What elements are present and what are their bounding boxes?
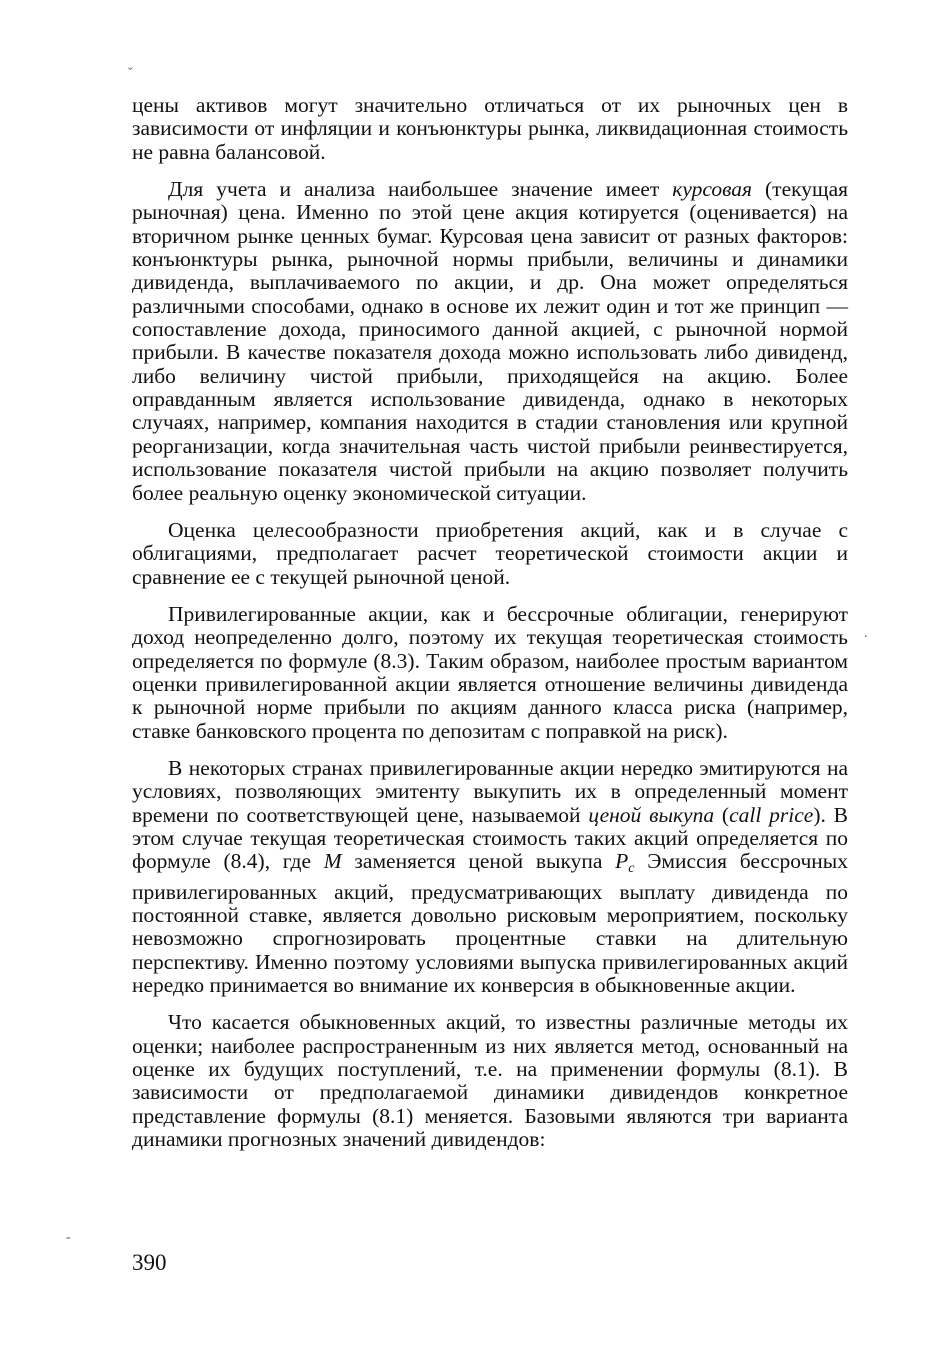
emphasis-text: call price [729, 802, 814, 827]
paragraph-text: Что касается обыкновенных акций, то известны различные методы их оценки; наиболее распространенным из них является метод, основанный на оценке их будущих поступлений, т.е. на применении формулы (8.1). В зависимости от предполагаемой динамики дивидендов конкретное представление формулы (8.1) меняется. Базовыми являются три варианта динамики прогнозных значений дивидендов: [132, 1010, 848, 1152]
emphasis-text: M [323, 849, 342, 874]
paragraph-text: заменяется ценой выкупа [341, 849, 616, 874]
scan-mark: - [66, 1230, 71, 1245]
scan-mark: ˇ [128, 66, 133, 81]
paragraph [132, 757, 848, 997]
scan-mark: . [864, 626, 868, 641]
emphasis-text: ценой выкупа [588, 802, 715, 827]
emphasis-text: курсовая [672, 177, 753, 202]
paragraph-text: Привилегированные акции, как и бессрочные облигации, генерируют доход неопределенно долго, поэтому их текущая теоретическая стоимость определяется по формуле (8.3). Таким образом, наиболее простым вариантом оценки привилегированной акции является отношение величины дивиденда к рыночной норме прибыли по акциям данного класса риска (например, ставке банковского процента по депозитам с поправкой на риск). [132, 601, 848, 743]
paragraph-text: В некоторых странах привилегированные акции нередко эмитируются на условиях, позволяющих эмитенту выкупить их в определенный момент времени по соответствующей цене, называемой [132, 755, 848, 827]
emphasis-text: P [615, 849, 629, 874]
paragraph-text: (текущая рыночная) цена. Именно по этой цене акция котируется (оценивается) на вторичном рынке ценных бумаг. Курсовая цена зависит от разных факторов: конъюнктуры рынка, рыночной нормы прибыли, величины и динамики дивиденда, выплачиваемого по акции, и др. Она может определяться различными способами, однако в основе их лежит один и тот же принцип — сопоставление дохода, приносимого данной акцией, с рыночной нормой прибыли. В качестве показателя дохода можно использовать либо дивиденд, либо величину чистой прибыли, приходящейся на акцию. Более оправданным является использование дивиденда, однако в некоторых случаях, например, компания находится в стадии становления или крупной реорганизации, когда значительная часть чистой прибыли реинвестируется, использование показателя чистой прибыли на акцию позволяет получить более реальную оценку экономической ситуации. [132, 177, 848, 505]
paragraph-text: ( [714, 802, 730, 827]
paragraph-text: Для учета и анализа наибольшее значение имеет [168, 177, 673, 202]
paragraph-text: Эмиссия бессрочных привилегированных акций, предусматривающих выплату дивиденда по постоянной ставке, является довольно рисковым мероприятием, поскольку невозможно спрогнозировать процентные ставки на длительную перспективу. Именно поэтому условиями выпуска привилегированных акций нередко принимается во внимание их конверсия в обыкновенные акции. [132, 849, 849, 998]
paragraph-text: ). В этом случае текущая теоретическая стоимость таких акций определяется по формуле (8.4), где [132, 802, 848, 874]
body-text [132, 94, 848, 1151]
paragraph [132, 178, 848, 505]
paragraph-text: цены активов могут значительно отличаться от их рыночных цен в зависимости от инфляции и конъюнктуры рынка, ликвидационная стоимость не равна балансовой. [132, 93, 848, 164]
paragraph [132, 519, 848, 589]
paragraph [132, 1011, 848, 1151]
emphasis-text: c [628, 861, 635, 877]
paragraph [132, 603, 848, 743]
page-number: 390 [132, 1250, 167, 1275]
paragraph [132, 94, 848, 164]
paragraph-text: Оценка целесообразности приобретения акций, как и в случае с облигациями, предполагает расчет теоретической стоимости акции и сравнение ее с текущей рыночной ценой. [132, 517, 848, 589]
